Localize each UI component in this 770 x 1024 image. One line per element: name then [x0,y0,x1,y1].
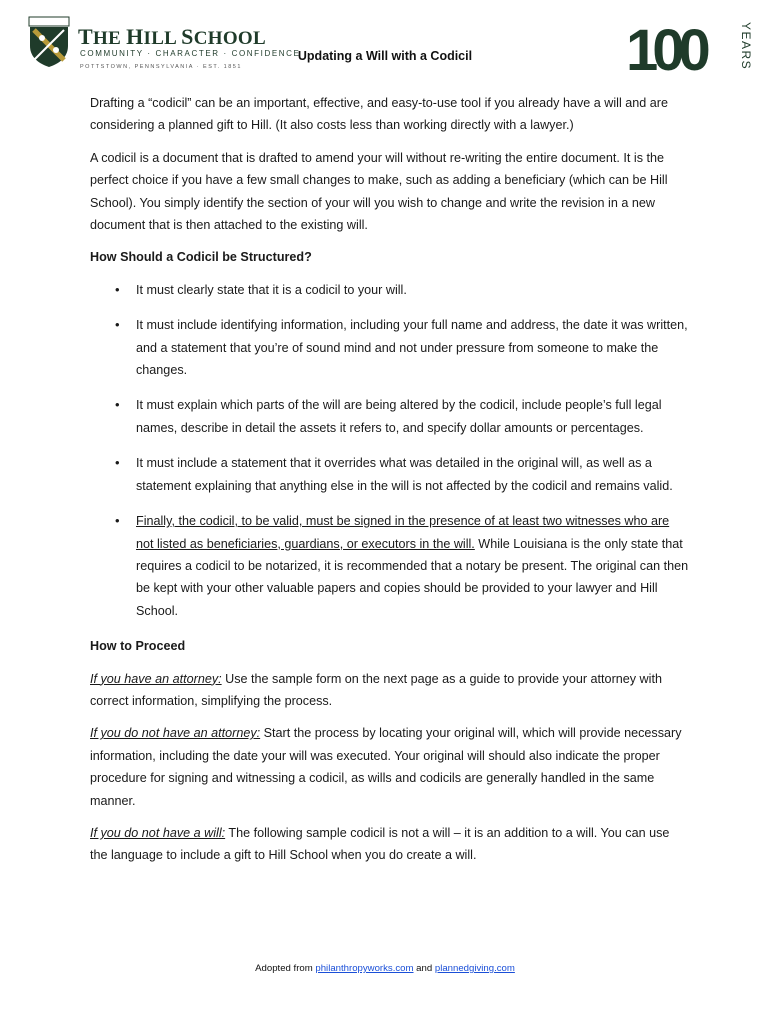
bullet-icon: • [115,397,120,413]
bullet-icon: • [115,455,120,471]
structure-list [90,279,690,622]
document-body [90,92,690,877]
no-attorney-paragraph: If you do not have an attorney: Start the process by locating your original will, which will provide necessary information, including the date your will was executed. Your original will should also indicate the proper procedure for signing and witnessing a codicil, as wills and codicils are generally handled in the same manner. [90,726,682,808]
philanthropyworks-link[interactable]: philanthropyworks.com [315,963,414,974]
list-item: • It must include identifying information, including your full name and address, the date it was written, and a statement that you’re of sound mind and not under pressure from someone to make the changes. [90,314,690,381]
school-motto: COMMUNITY · CHARACTER · CONFIDENCE [80,49,301,58]
list-item: • Finally, the codicil, to be valid, must be signed in the presence of at least two witnesses who are not listed as beneficiaries, guardians, or executors in the will. While Louisiana is the only state that requires a codicil to be notarized, it is recommended that a notary be present. The original can then be kept with your other valuable papers and copies should be provided to your lawyer and Hill School. [90,510,690,622]
footer-attribution: Adopted from philanthropyworks.com and plannedgiving.com [255,963,515,974]
plannedgiving-link[interactable]: plannedgiving.com [434,963,515,974]
intro-paragraph-1: Drafting a “codicil” can be an important, effective, and easy-to-use tool if you already have a will and are considering a planned gift to Hill. (It also costs less than working directly with a lawyer.) [90,96,668,133]
bullet-icon: • [115,513,120,529]
no-will-paragraph: If you do not have a will: The following sample codicil is not a will – it is an addition to a will. You can use the language to include a gift to Hill School when you do create a will. [90,825,670,863]
centennial-number: 100 [626,18,705,83]
centennial-word: YEARS [739,22,753,71]
proceed-heading: How to Proceed [90,639,186,654]
list-item: • It must explain which parts of the will are being altered by the codicil, include people’s full legal names, describe in detail the assets it refers to, and specify dollar amounts or percentages. [90,394,690,439]
witness-requirement: Finally, the codicil, to be valid, must be signed in the presence of at least two witnesses who are not listed as beneficiaries, guardians, or executors in the will. [136,514,670,551]
attorney-paragraph: If you have an attorney: Use the sample form on the next page as a guide to provide your attorney with correct information, simplifying the process. [90,671,662,708]
bullet-icon: • [115,317,120,333]
list-item: • It must include a statement that it overrides what was detailed in the original will, as well as a statement explaining that anything else in the will is not affected by the codicil and remains valid. [90,452,690,497]
centennial-logo-icon [626,18,753,83]
school-name: THE HILL SCHOOL [78,24,266,49]
document-title: Updating a Will with a Codicil [297,49,473,63]
list-item: • It must clearly state that it is a codicil to your will. [90,279,690,301]
school-logo [28,16,301,74]
structure-heading: How Should a Codicil be Structured? [90,250,312,265]
bullet-icon: • [115,281,120,297]
intro-paragraph-2: A codicil is a document that is drafted to amend your will without re-writing the entire document. It is the perfect choice if you have a few small changes to make, such as adding a beneficiary (which can be Hill School). You simply identify the section of your will you wish to change and write the revision in a new document that is then attached to the existing will. [90,150,668,233]
school-subline: POTTSTOWN, PENNSYLVANIA · EST. 1851 [80,64,242,70]
